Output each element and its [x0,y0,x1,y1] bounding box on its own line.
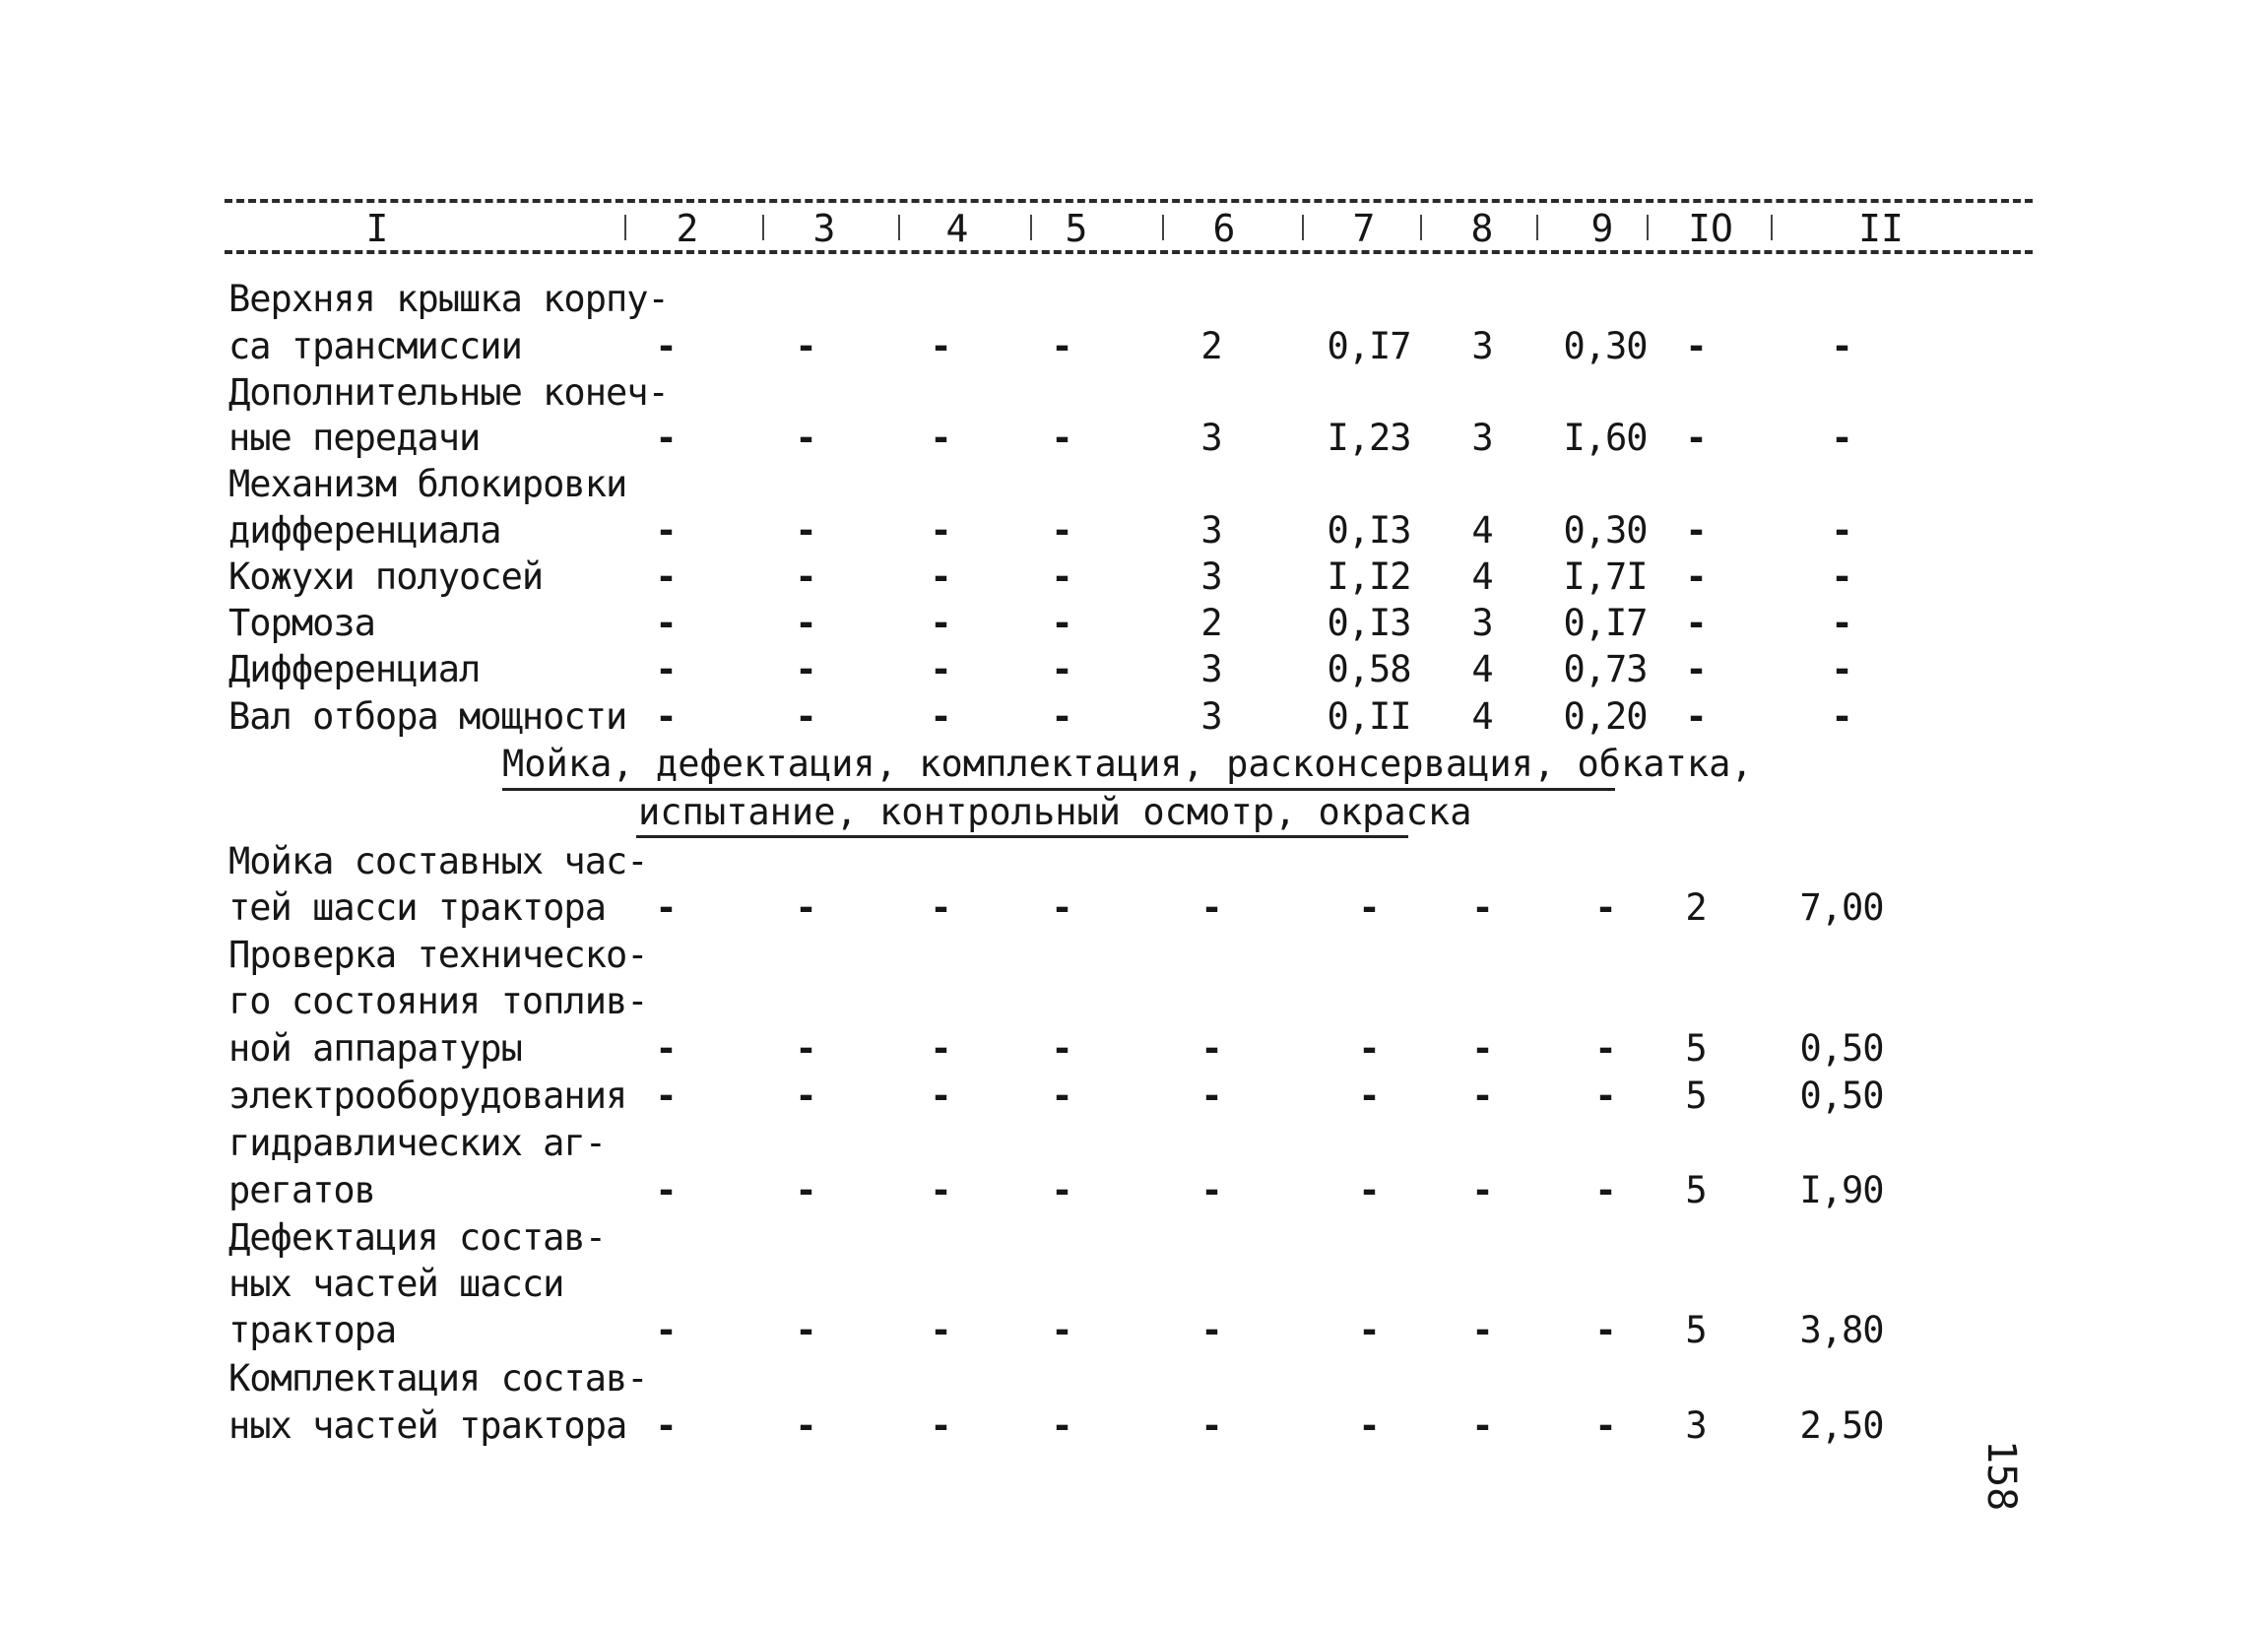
row-label: дифференциала [228,509,501,552]
header-col-2: 2 [676,207,699,250]
header-col-1: I [365,207,389,250]
row-label: ные передачи [228,417,481,459]
table-cell: - [1471,1075,1493,1117]
table-cell: 7,00 [1799,886,1884,929]
table-cell: 0,II [1327,695,1411,738]
row-label: гидравлических аг- [228,1122,606,1164]
table-cell: 3 [1200,648,1222,690]
table-cell: - [1200,1309,1222,1351]
table-cell: 4 [1471,555,1493,598]
section-title-underline [636,835,1408,838]
table-cell: - [655,325,677,367]
table-cell: - [1594,1404,1616,1447]
header-separator [1536,215,1538,240]
table-cell: - [655,695,677,738]
table-cell: - [1358,1309,1380,1351]
row-label: ных частей шасси [228,1263,564,1305]
row-label: ных частей трактора [228,1404,627,1447]
table-cell: - [1051,1309,1072,1351]
row-label: са трансмиссии [228,325,522,367]
table-cell: - [930,325,951,367]
table-cell: - [1051,695,1072,738]
table-cell: - [930,509,951,552]
row-label: Дополнительные конеч- [228,371,669,414]
table-cell: - [930,695,951,738]
table-cell: - [1594,1027,1616,1070]
table-cell: - [795,1309,816,1351]
table-cell: 3 [1685,1404,1707,1447]
table-cell: - [1051,1027,1072,1070]
table-cell: I,90 [1799,1169,1884,1211]
header-separator [624,215,626,240]
table-cell: - [655,886,677,929]
table-cell: 2 [1685,886,1707,929]
header-col-5: 5 [1065,207,1088,250]
table-cell: - [655,602,677,644]
header-separator [898,215,900,240]
header-bottom-rule [225,250,2033,254]
table-cell: - [1051,1404,1072,1447]
table-cell: - [1051,602,1072,644]
table-cell: - [655,648,677,690]
table-cell: 0,I3 [1327,602,1411,644]
table-cell: - [1358,1075,1380,1117]
row-label: электрооборудования [228,1075,627,1117]
table-cell: 2 [1200,325,1222,367]
table-cell: - [1594,1169,1616,1211]
table-cell: I,23 [1327,417,1411,459]
header-col-4: 4 [945,207,969,250]
table-cell: - [930,417,951,459]
table-cell: - [930,555,951,598]
table-cell: - [1831,648,1852,690]
header-top-rule [225,199,2033,203]
table-cell: - [1051,648,1072,690]
table-cell: - [795,1169,816,1211]
table-cell: 0,50 [1799,1075,1884,1117]
table-cell: - [1471,1169,1493,1211]
table-cell: - [1831,417,1852,459]
row-label: Комплектация состав- [228,1357,648,1400]
table-cell: I,I2 [1327,555,1411,598]
table-cell: - [930,648,951,690]
header-col-8: 8 [1470,207,1494,250]
table-cell: 0,30 [1563,325,1648,367]
table-cell: - [1685,417,1707,459]
table-cell: 3 [1471,602,1493,644]
table-cell: 3 [1200,417,1222,459]
table-cell: - [795,325,816,367]
table-cell: - [795,1404,816,1447]
table-cell: 4 [1471,695,1493,738]
header-separator [1771,215,1773,240]
header-col-9: 9 [1590,207,1614,250]
table-cell: - [930,886,951,929]
table-cell: - [1200,1027,1222,1070]
table-cell: - [1685,509,1707,552]
table-cell: - [655,555,677,598]
header-separator [1030,215,1032,240]
header-separator [1162,215,1164,240]
header-col-11: II [1858,207,1904,250]
row-label: тей шасси трактора [228,886,606,929]
table-cell: - [930,1404,951,1447]
table-cell: 0,20 [1563,695,1648,738]
table-cell: - [1685,602,1707,644]
table-cell: - [1471,1404,1493,1447]
table-cell: 0,30 [1563,509,1648,552]
row-label: Верхняя крышка корпу- [228,278,669,320]
table-cell: 0,I7 [1563,602,1648,644]
table-cell: - [1685,695,1707,738]
row-label: Дефектация состав- [228,1216,606,1259]
table-cell: - [1358,1027,1380,1070]
table-cell: 3 [1200,695,1222,738]
table-cell: - [1685,648,1707,690]
table-cell: 0,58 [1327,648,1411,690]
table-cell: - [1831,602,1852,644]
table-cell: 3 [1200,509,1222,552]
table-cell: 0,73 [1563,648,1648,690]
table-cell: - [930,602,951,644]
table-cell: - [1471,1309,1493,1351]
table-cell: I,60 [1563,417,1648,459]
table-cell: 3,80 [1799,1309,1884,1351]
table-cell: - [930,1075,951,1117]
table-cell: - [1051,417,1072,459]
table-cell: - [1051,325,1072,367]
table-cell: - [795,602,816,644]
row-label: Мойка составных час- [228,840,648,882]
row-label: Вал отбора мощности [228,695,627,738]
table-cell: - [930,1169,951,1211]
table-cell: - [795,555,816,598]
row-label: го состояния топлив- [228,980,648,1022]
table-cell: - [655,1309,677,1351]
table-cell: - [795,1075,816,1117]
table-cell: - [1051,886,1072,929]
table-cell: - [795,417,816,459]
row-label: регатов [228,1169,375,1211]
header-separator [1647,215,1649,240]
header-col-10: IO [1688,207,1733,250]
table-cell: 2,50 [1799,1404,1884,1447]
table-cell: - [1471,886,1493,929]
header-separator [762,215,764,240]
table-cell: - [1200,886,1222,929]
table-cell: - [655,1075,677,1117]
table-cell: - [930,1027,951,1070]
table-cell: - [1051,509,1072,552]
row-label: ной аппаратуры [228,1027,522,1070]
table-cell: - [1200,1404,1222,1447]
table-cell: - [1594,1309,1616,1351]
table-cell: 0,50 [1799,1027,1884,1070]
table-cell: 5 [1685,1027,1707,1070]
table-cell: 3 [1471,325,1493,367]
table-cell: 2 [1200,602,1222,644]
row-label: Механизм блокировки [228,463,627,505]
table-cell: - [655,1169,677,1211]
table-cell: 5 [1685,1309,1707,1351]
table-cell: 4 [1471,648,1493,690]
table-cell: - [1358,1404,1380,1447]
table-cell: - [1685,555,1707,598]
table-cell: - [655,509,677,552]
table-cell: 0,I3 [1327,509,1411,552]
table-cell: - [795,695,816,738]
table-cell: - [1358,886,1380,929]
table-cell: - [1831,325,1852,367]
table-cell: - [655,1027,677,1070]
table-cell: - [1594,1075,1616,1117]
table-cell: - [1051,555,1072,598]
page-number: 158 [1978,1440,2024,1512]
row-label: Проверка техническо- [228,934,648,976]
table-cell: - [655,417,677,459]
table-cell: - [795,509,816,552]
table-cell: - [1200,1169,1222,1211]
row-label: трактора [228,1309,397,1351]
table-cell: 5 [1685,1169,1707,1211]
row-label: Тормоза [228,602,375,644]
table-cell: - [1200,1075,1222,1117]
table-cell: - [1831,555,1852,598]
table-cell: - [795,648,816,690]
header-col-6: 6 [1212,207,1236,250]
table-cell: - [655,1404,677,1447]
table-cell: - [1831,509,1852,552]
table-cell: 3 [1200,555,1222,598]
header-separator [1420,215,1422,240]
table-cell: - [1051,1169,1072,1211]
table-cell: - [1051,1075,1072,1117]
section-title-line-2: испытание, контрольный осмотр, окраска [638,791,1472,833]
table-cell: 5 [1685,1075,1707,1117]
header-col-7: 7 [1352,207,1376,250]
row-label: Дифференциал [228,648,481,690]
table-cell: - [1685,325,1707,367]
section-title-line-1: Мойка, дефектация, комплектация, расконсервация, обкатка, [502,743,1753,785]
table-cell: - [1358,1169,1380,1211]
table-cell: - [1471,1027,1493,1070]
table-cell: - [795,1027,816,1070]
table-cell: - [1594,886,1616,929]
table-cell: - [1831,695,1852,738]
table-cell: I,7I [1563,555,1648,598]
row-label: Кожухи полуосей [228,555,544,598]
header-col-3: 3 [812,207,836,250]
table-cell: - [930,1309,951,1351]
table-cell: - [795,886,816,929]
table-cell: 0,I7 [1327,325,1411,367]
table-cell: 3 [1471,417,1493,459]
header-separator [1302,215,1304,240]
table-cell: 4 [1471,509,1493,552]
